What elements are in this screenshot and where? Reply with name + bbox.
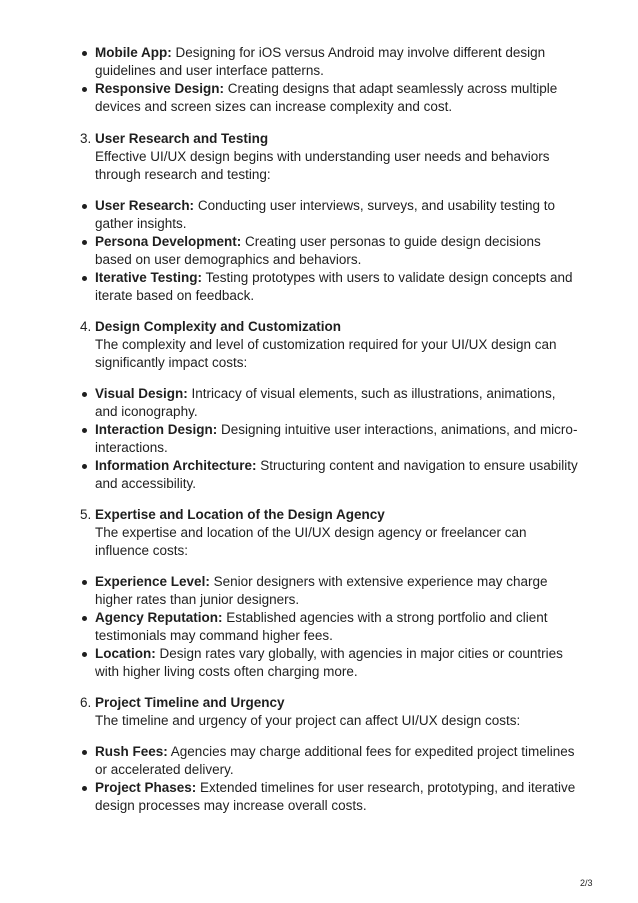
bullet-text: Conducting user interviews, surveys, and usability testing to gather insights. xyxy=(95,198,555,231)
bullet-text: Design rates vary globally, with agencies in major cities or countries with higher living costs often charging more. xyxy=(95,646,563,679)
section-5-bullet-list xyxy=(95,573,580,681)
section-description: The complexity and level of customization required for your UI/UX design can significantly impact costs: xyxy=(95,337,557,370)
section-title: Design Complexity and Customization xyxy=(95,319,342,334)
bullet-text: Testing prototypes with users to validate design concepts and iterate based on feedback. xyxy=(95,270,573,303)
bullet-term: User Research: xyxy=(95,198,195,213)
bullet-text: Established agencies with a strong portfolio and client testimonials may command higher fees. xyxy=(95,610,548,643)
bullet-term: Persona Development: xyxy=(95,234,242,249)
list-item xyxy=(95,44,580,80)
list-item xyxy=(95,645,580,681)
bullet-text: Structuring content and navigation to ensure usability and accessibility. xyxy=(95,458,578,491)
section-description: Effective UI/UX design begins with understanding user needs and behaviors through research and testing: xyxy=(95,149,550,182)
bullet-text: Creating designs that adapt seamlessly across multiple devices and screen sizes can increase complexity and cost. xyxy=(95,81,558,114)
section-title: User Research and Testing xyxy=(95,131,269,146)
bullet-term: Responsive Design: xyxy=(95,81,225,96)
section-title: Project Timeline and Urgency xyxy=(95,695,285,710)
list-item xyxy=(95,609,580,645)
section-6-bullet-list xyxy=(95,743,580,815)
section-number: 6. xyxy=(80,695,92,710)
bullet-term: Project Phases: xyxy=(95,780,197,795)
list-item xyxy=(95,779,580,815)
section-3-bullet-list xyxy=(95,197,580,305)
section-description: The timeline and urgency of your project can affect UI/UX design costs: xyxy=(95,713,521,728)
bullet-text: Designing for iOS versus Android may involve different design guidelines and user interface patterns. xyxy=(95,45,546,78)
bullet-term: Rush Fees: xyxy=(95,744,168,759)
bullet-term: Interaction Design: xyxy=(95,422,218,437)
list-item xyxy=(95,421,580,457)
section-number: 3. xyxy=(80,131,92,146)
bullet-text: Intricacy of visual elements, such as illustrations, animations, and iconography. xyxy=(95,386,556,419)
section-number: 4. xyxy=(80,319,92,334)
bullet-term: Location: xyxy=(95,646,156,661)
section-4-bullet-list xyxy=(95,385,580,493)
section-title: Expertise and Location of the Design Agency xyxy=(95,507,385,522)
bullet-text: Designing intuitive user interactions, animations, and micro-interactions. xyxy=(95,422,578,455)
intro-bullet-list xyxy=(95,44,580,116)
list-item xyxy=(95,233,580,269)
bullet-term: Visual Design: xyxy=(95,386,188,401)
bullet-term: Agency Reputation: xyxy=(95,610,223,625)
page-number: 2/3 xyxy=(580,878,593,888)
list-item xyxy=(95,269,580,305)
bullet-text: Agencies may charge additional fees for expedited project timelines or accelerated delivery. xyxy=(95,744,575,777)
bullet-term: Experience Level: xyxy=(95,574,210,589)
bullet-term: Iterative Testing: xyxy=(95,270,203,285)
section-number: 5. xyxy=(80,507,92,522)
bullet-text: Senior designers with extensive experience may charge higher rates than junior designers. xyxy=(95,574,548,607)
list-item xyxy=(95,197,580,233)
list-item xyxy=(95,743,580,779)
list-item xyxy=(95,457,580,493)
bullet-text: Creating user personas to guide design decisions based on user demographics and behaviors. xyxy=(95,234,541,267)
bullet-term: Mobile App: xyxy=(95,45,172,60)
list-item xyxy=(95,573,580,609)
bullet-text: Extended timelines for user research, prototyping, and iterative design processes may increase overall costs. xyxy=(95,780,576,813)
list-item xyxy=(95,385,580,421)
section-description: The expertise and location of the UI/UX design agency or freelancer can influence costs: xyxy=(95,525,527,558)
list-item xyxy=(95,80,580,116)
bullet-term: Information Architecture: xyxy=(95,458,257,473)
